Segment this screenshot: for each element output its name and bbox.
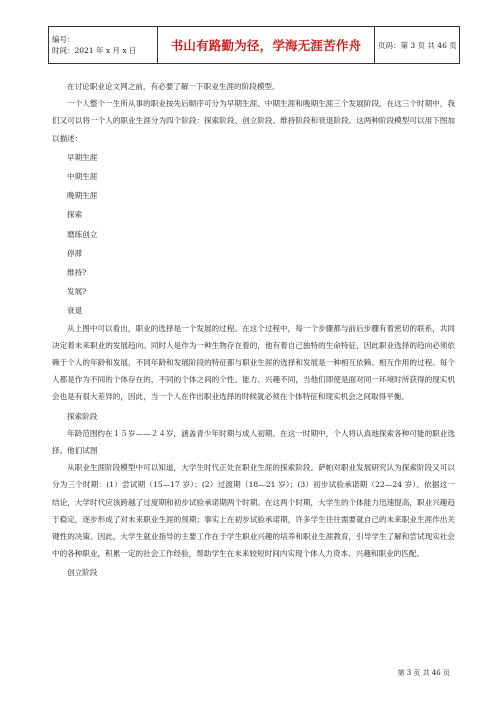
list-item: 晚期生涯: [67, 191, 98, 201]
development-paragraph: 从上图中可以看出，职业的选择是一个发展的过程。在这个过程中，每一个步骤都与前后步骤有着密切的联系，共同决定着未来职业的发展趋向。同时人是作为一种生物存在着的，他有着自己独特的生命特征，因此职业选择的趋向必须依赖于个人的年龄和发展，不同年龄和发展阶段的特征都与职业生涯的选择和发展是一种相互依赖、相互作用的过程。每个人都是作为不同的个体存在的，不同的个体之间的个性、能力、兴趣不同，当他们即使是面对同一环境时所获得的现实机会也是有很大差异的，因此，当一个人在作出职业选择的时候就必须在个体特征和现实机会之间取得平衡。: [52, 323, 455, 402]
career-stages-paragraph: 一个人整个一生所从事的职业按先后顺序可分为早期生涯、中期生涯和晚期生涯三个发展阶段。在这三个时期中，我们又可以将一个人的职业生涯分为四个阶段：探索阶段、创立阶段、维持阶段和衰退阶段。这两种阶段模型可以用下图加以描述：: [52, 99, 455, 143]
list-item: 衰退: [67, 306, 83, 316]
list-item: 磨练创立: [67, 229, 98, 239]
number-label: 编号：: [52, 35, 75, 44]
header-meta-cell: [49, 27, 158, 64]
intro-paragraph: 在讨论职业论文网之前，有必要了解一下职业生涯的阶段模型。: [67, 82, 280, 91]
list-item: 维持?: [67, 268, 87, 278]
list-item: 中期生涯: [67, 172, 98, 182]
header-table: [48, 26, 460, 64]
list-item: 探索: [67, 210, 83, 220]
page-footer: 第 3 页 共 46 页: [397, 669, 450, 677]
section-heading-establishment: 创立阶段: [67, 568, 98, 578]
document-body: [52, 78, 455, 582]
motto-text: 书山有路勤为径，学海无涯苦作舟: [158, 27, 375, 64]
list-item: 发展?: [67, 287, 87, 297]
time-label: 时间：2021 年 x 月 x 日: [52, 46, 137, 55]
page-info: 页码：第 3 页 共 46 页: [375, 27, 460, 64]
section-heading-exploration: 探索阶段: [67, 411, 98, 421]
list-item: 早期生涯: [67, 152, 98, 162]
college-paragraph: 从职业生涯阶段模型中可以知道，大学生时代正处在职业生涯的探索阶段。萨帕对职业发展研究认为探索阶段又可以分为三个时期：(1）尝试期（15—17 岁）；(2）过渡期（18—21 岁）；(3）初步试验承诺期（22—24 岁）。依据这一结论，大学时代应该跨越了过度期和初步试验承诺期两个时期。在这两个时期，大学生的个体能力迅速提高，职业兴趣趋于稳定，逐步形成了对未来职业生涯的预期；事实上在初步试验承诺期，许多学生往往需要就自己的未来职业生涯作出关键性的决策。因此，大学生就业指导的主要工作在于学生职业兴趣的培养和职业生涯教育，引导学生了解和尝试现实社会中的各种职业，积累一定的社会工作经验，帮助学生在未来较短时间内实现个体人力资本、兴趣和职业的匹配。: [52, 463, 455, 559]
list-item: 停滞: [67, 248, 83, 258]
exploration-paragraph: 年龄范围约在１５岁——２４岁，涵盖青少年时期与成人初期。在这一时期中，个人将认真地探索各种可能的职业选择。他们试图: [52, 428, 455, 456]
